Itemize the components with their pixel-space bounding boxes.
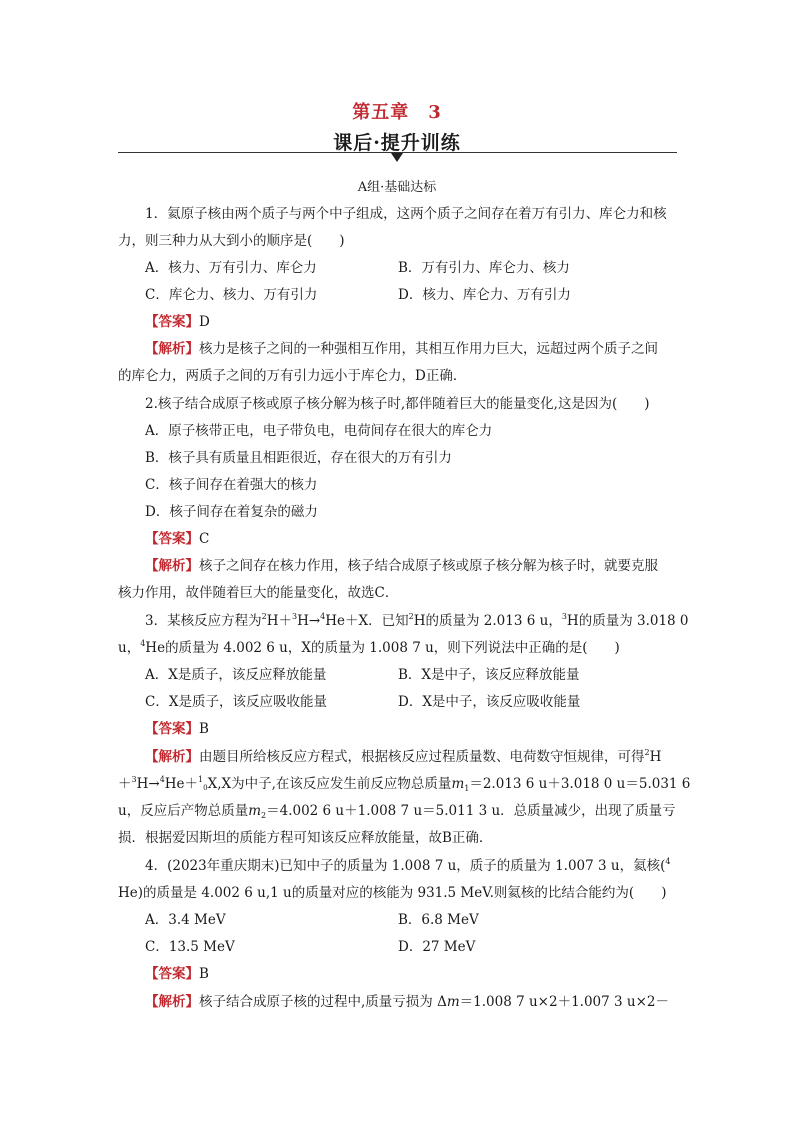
q2-option-b: B．核子具有质量且相距很近，存在很大的万有引力 [145,450,452,466]
q2-option-d: D．核子间存在着复杂的磁力 [145,504,318,520]
answer-tag: 【答案】 [145,966,199,982]
q3-answer [145,720,209,738]
section-heading: A组·基础达标 [357,180,437,195]
q2-stem: 2.核子结合成原子核或原子核分解为核子时,都伴随着巨大的能量变化,这是因为( ) [145,396,650,412]
page-subtitle: 课后·提升训练 [333,132,461,154]
q2-option-c: C．核子间存在着强大的核力 [145,477,318,493]
q2-analysis-line2: 核力作用，故伴随着巨大的能量变化，故选C． [118,585,399,601]
q3-option-a: A．X是质子，该反应释放能量 [145,667,327,683]
q4-option-b: B．6.8 MeV [398,912,479,928]
q3-option-d: D．X是中子，该反应吸收能量 [398,694,581,710]
q1-answer-value: D [199,314,210,330]
q1-stem-line1: 1．氦原子核由两个质子与两个中子组成，这两个质子之间存在着万有引力、库仑力和核 [145,206,667,222]
q2-analysis-line1: 【解析】核子之间存在核力作用，核子结合成原子核或原子核分解为核子时，就要克服 [145,558,658,574]
triangle-marker-icon [391,153,403,162]
q1-option-a: A．核力、万有引力、库仑力 [145,260,317,276]
q4-answer-value: B [199,966,209,982]
q1-option-b: B．万有引力、库仑力、核力 [398,260,570,276]
q4-stem-line1: 4．(2023年重庆期末)已知中子的质量为 1.008 7 u，质子的质量为 1.007 3 u，氦核($^4$ [145,857,671,874]
q1-analysis-line1: 【解析】核力是核子之间的一种强相互作用，其相互作用力巨大，远超过两个质子之间 [145,341,658,357]
q4-analysis-line1: 【解析】核子结合成原子核的过程中,质量亏损为 Δm＝1.008 7 u×2＋1.007 3 u×2－ [145,994,669,1010]
answer-tag: 【答案】 [145,531,199,547]
analysis-tag: 【解析】 [145,558,199,574]
q1-answer [145,313,210,331]
answer-tag: 【答案】 [145,721,199,737]
q1-stem-line2: 力，则三种力从大到小的顺序是( ) [118,233,345,249]
q4-answer [145,965,209,983]
q3-option-c: C．X是质子，该反应吸收能量 [145,694,327,710]
q3-analysis-line4: 损．根据爱因斯坦的质能方程可知该反应释放能量，故B正确． [118,830,493,846]
q2-answer-value: C [199,531,210,547]
q3-answer-value: B [199,721,209,737]
q4-option-d: D．27 MeV [398,939,476,955]
analysis-tag: 【解析】 [145,341,199,357]
q1-option-d: D．核力、库仑力、万有引力 [398,287,571,303]
q1-option-c: C．库仑力、核力、万有引力 [145,287,318,303]
q3-option-b: B．X是中子，该反应释放能量 [398,667,580,683]
answer-tag: 【答案】 [145,314,199,330]
analysis-tag: 【解析】 [145,749,199,765]
q3-analysis-line3: u，反应后产物总质量$m_2=4.002$ 6 u＋1.008 7 u＝5.011 3 u．总质量减少，出现了质量亏 [118,803,676,820]
q2-option-a: A．原子核带正电，电子带负电，电荷间存在很大的库仑力 [145,423,493,439]
q3-analysis-line2: ＋$^3$H→$^4$He＋$^1$0X,X为中子,在该反应发生前反应物总质量$m_1=2.013$ 6 u＋3.018 0 u＝5.031 6 [118,775,691,793]
q4-option-c: C．13.5 MeV [145,939,235,955]
analysis-tag: 【解析】 [145,994,199,1010]
q3-analysis-line1: 【解析】由题目所给核反应方程式，根据核反应过程质量数、电荷数守恒规律，可得$^2$H [145,748,662,765]
q4-stem-line2: He)的质量是 4.002 6 u,1 u的质量对应的核能为 931.5 MeV.则氦核的比结合能约为( ) [118,885,667,901]
q3-stem-line2: u，$^4$He的质量为 4.002 6 u，X的质量为 1.008 7 u，则下列说法中正确的是( ) [118,639,620,656]
q4-option-a: A．3.4 MeV [145,912,226,928]
q3-stem-line1: 3．某核反应方程为$^2$H＋$^3$H→$^4$He＋X．已知$^2$H的质量为 2.013 6 u，$^3$H的质量为 3.018 0 [145,612,689,629]
chapter-title: 第五章 3 [352,102,442,123]
q2-answer [145,530,209,548]
q1-analysis-line2: 的库仑力，两质子之间的万有引力远小于库仑力，D正确． [118,368,467,384]
